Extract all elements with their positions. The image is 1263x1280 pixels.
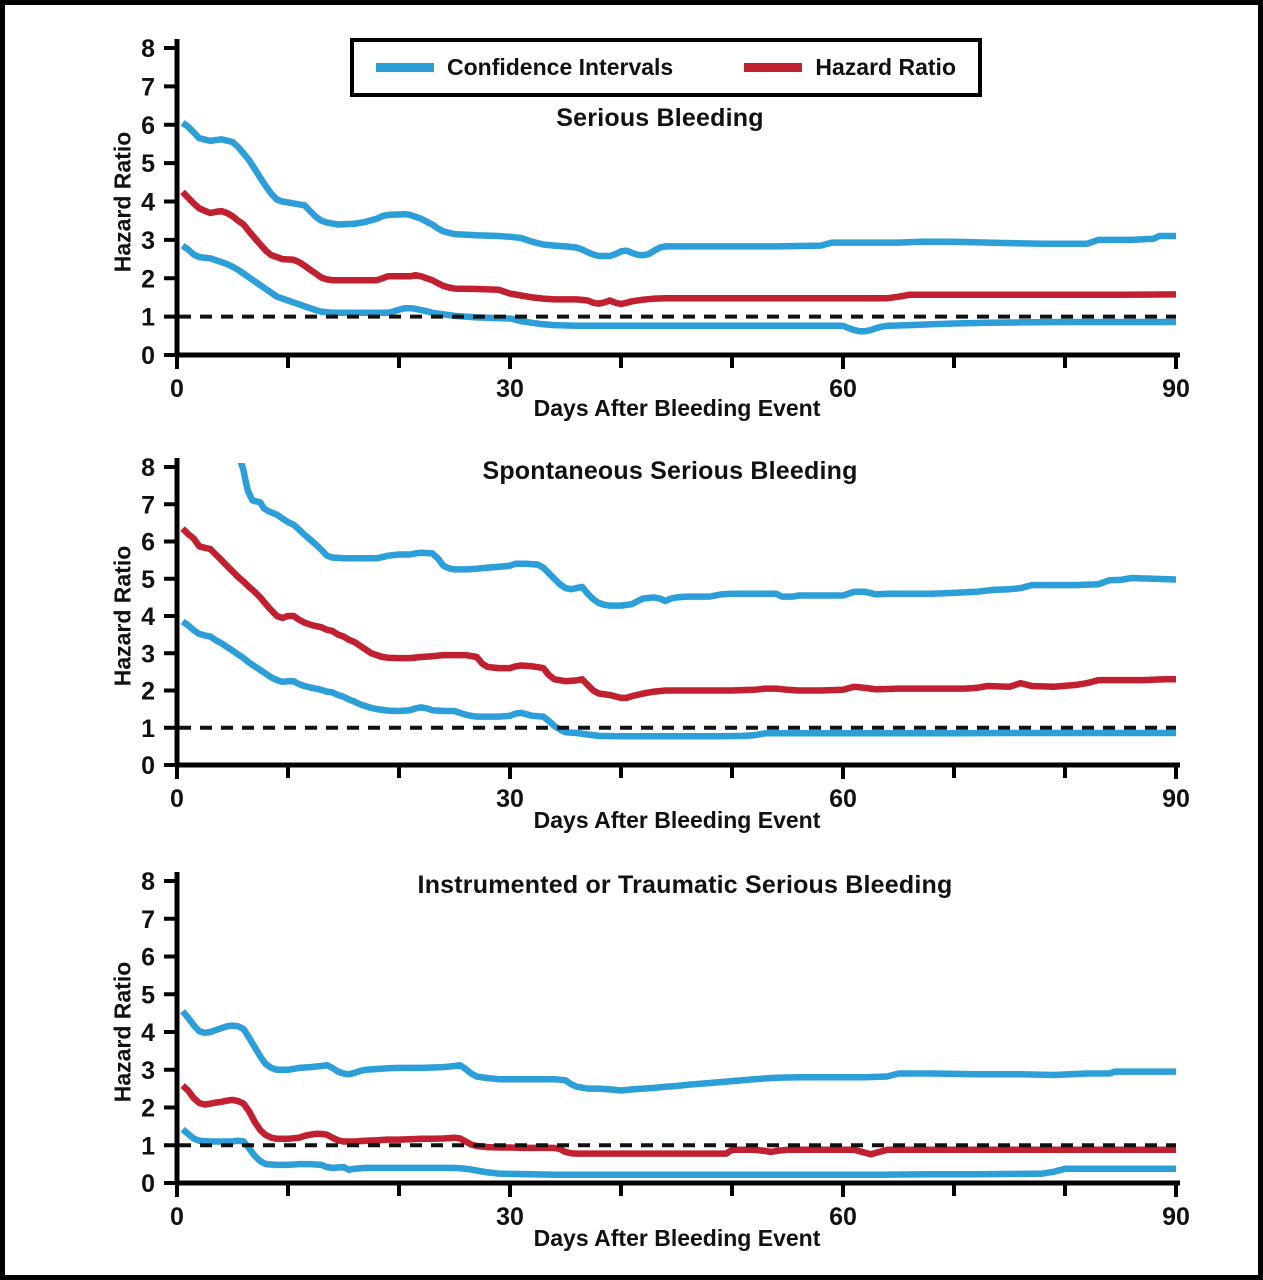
series-group <box>183 1011 1176 1174</box>
x-axis-label-chart3: Days After Bleeding Event <box>533 1225 821 1251</box>
y-tick-label: 3 <box>141 640 155 669</box>
x-tick-label: 30 <box>496 1203 524 1231</box>
x-tick-label: 90 <box>1162 785 1190 813</box>
plot-serious-bleeding <box>5 5 1263 437</box>
y-tick-label: 4 <box>141 188 155 217</box>
y-axis-label-chart1: Hazard Ratio <box>109 131 136 273</box>
y-tick-label: 7 <box>141 73 155 102</box>
y-tick-label: 8 <box>141 35 155 63</box>
y-tick-label: 1 <box>141 714 155 743</box>
upper-ci-line <box>183 123 1176 256</box>
y-tick-label: 8 <box>141 868 155 896</box>
x-axis-label-chart1: Days After Bleeding Event <box>533 395 821 421</box>
x-tick-label: 0 <box>170 785 184 813</box>
y-tick-label: 7 <box>141 905 155 934</box>
x-tick-label: 30 <box>496 785 524 813</box>
y-tick-label: 3 <box>141 226 155 255</box>
upper-ci-line <box>183 1011 1176 1090</box>
plot-instrumented-bleeding <box>5 850 1263 1280</box>
y-tick-label: 4 <box>141 1019 155 1047</box>
y-tick-label: 6 <box>141 528 155 557</box>
y-tick-label: 6 <box>141 943 155 972</box>
y-tick-label: 8 <box>141 454 155 482</box>
y-axis-label-chart3: Hazard Ratio <box>109 961 136 1103</box>
y-tick-label: 3 <box>141 1056 155 1085</box>
y-tick-label: 0 <box>141 342 155 370</box>
y-tick-label: 2 <box>141 1094 155 1123</box>
x-tick-label: 60 <box>829 785 857 813</box>
x-tick-label: 30 <box>496 375 524 403</box>
y-tick-label: 5 <box>141 150 155 179</box>
y-tick-label: 5 <box>141 565 155 594</box>
upper-ci-line <box>239 458 1176 606</box>
y-axis-label-chart2: Hazard Ratio <box>109 545 136 687</box>
hazard-ratio-label: Hazard Ratio <box>815 54 956 80</box>
y-tick-label: 4 <box>141 603 155 631</box>
y-tick-label: 2 <box>141 677 155 706</box>
y-tick-label: 5 <box>141 981 155 1010</box>
series-group <box>183 123 1176 331</box>
x-tick-label: 0 <box>170 1203 184 1231</box>
lower-ci-line <box>183 622 1176 737</box>
y-tick-label: 2 <box>141 265 155 294</box>
y-tick-label: 7 <box>141 491 155 520</box>
x-tick-label: 0 <box>170 375 184 403</box>
x-tick-label: 60 <box>829 375 857 403</box>
x-tick-label: 90 <box>1162 1203 1190 1231</box>
series-group <box>183 458 1176 737</box>
chart-title-serious-bleeding: Serious Bleeding <box>556 104 764 132</box>
y-tick-label: 0 <box>141 1170 155 1198</box>
x-tick-label: 60 <box>829 1203 857 1231</box>
chart-title-spontaneous-bleeding: Spontaneous Serious Bleeding <box>482 457 858 485</box>
y-tick-label: 0 <box>141 752 155 780</box>
confidence-interval-label: Confidence Intervals <box>447 54 674 80</box>
y-tick-label: 1 <box>141 1132 155 1161</box>
y-tick-label: 1 <box>141 303 155 332</box>
y-tick-label: 6 <box>141 111 155 140</box>
plot-spontaneous-bleeding <box>5 435 1263 850</box>
x-axis-label-chart2: Days After Bleeding Event <box>533 807 821 833</box>
chart-title-instrumented-bleeding: Instrumented or Traumatic Serious Bleeding <box>417 871 953 899</box>
x-tick-label: 90 <box>1162 375 1190 403</box>
